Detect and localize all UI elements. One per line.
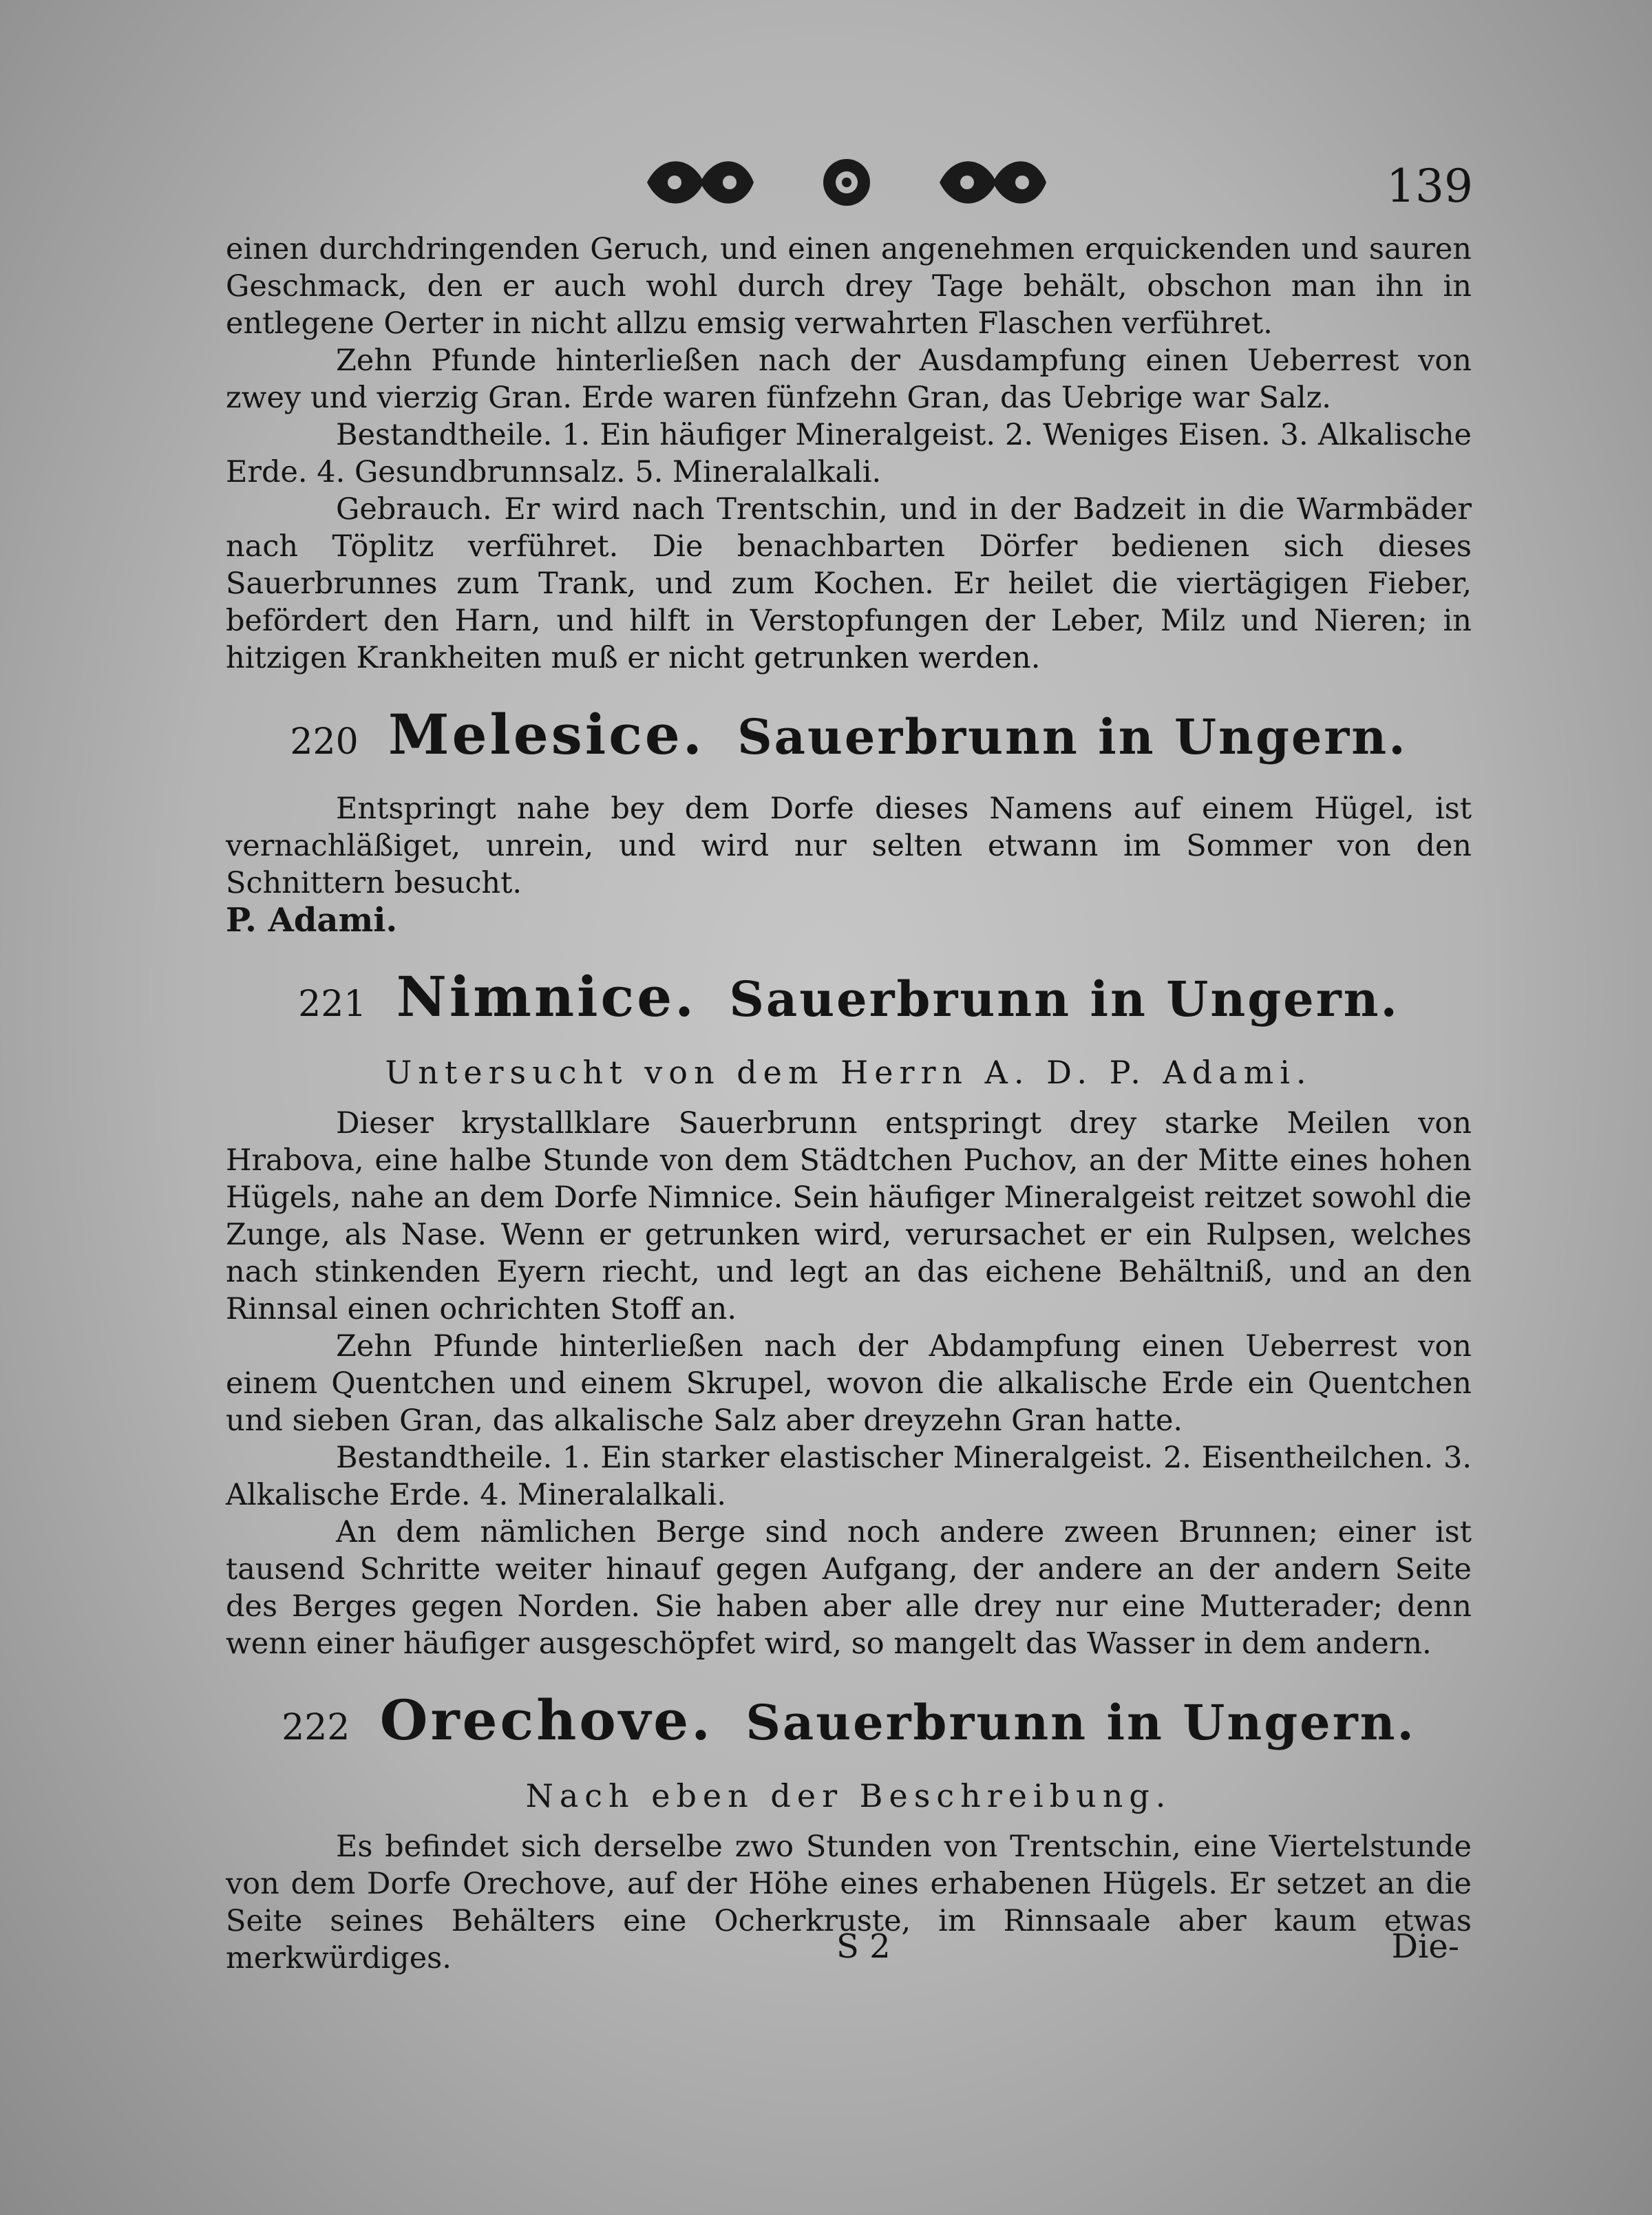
paragraph: Bestandtheile. 1. Ein häufiger Mineralgeist. 2. Weniges Eisen. 3. Alkalische Erde. 4. Gesundbrunnsalz. 5. Mineralalkali.: [226, 418, 1472, 489]
entry-author: P. Adami.: [226, 901, 398, 940]
entry-title: Sauerbrunn in Ungern.: [737, 708, 1408, 765]
paragraph: An dem nämlichen Berge sind noch andere zween Brunnen; einer ist tausend Schritte weiter hinauf gegen Aufgang, der andere an der andern Seite des Berges gegen Norden. Sie haben aber alle drey nur eine Mutterader; denn wenn einer häufiger ausgeschöpfet wird, so mangelt das Wasser in dem andern.: [226, 1515, 1472, 1661]
page-number: 139: [1386, 160, 1473, 213]
signature-mark: S 2: [836, 1927, 891, 1966]
paragraph: Gebrauch. Er wird nach Trentschin, und in der Badzeit in die Warmbäder nach Töplitz verführet. Die benachbarten Dörfer bedienen sich dieses Sauerbrunnes zum Trank, und zum Kochen. Er heilet die viertägigen Fieber, befördert den Harn, und hilft in Verstopfungen der Leber, Milz und Nieren; in hitzigen Krankheiten muß er nicht getrunken werden.: [226, 492, 1472, 675]
paragraph: einen durchdringenden Geruch, und einen angenehmen erquickenden und sauren Geschmack, den er auch wohl durch drey Tage behält, obschon man ihn in entlegene Oerter in nicht allzu emsig verwahrten Flaschen verführet.: [226, 232, 1472, 341]
paragraph: Zehn Pfunde hinterließen nach der Abdampfung einen Ueberrest von einem Quentchen und einem Skrupel, wovon die alkalische Erde ein Quentchen und sieben Gran, das alkalische Salz aber dreyzehn Gran hatte.: [226, 1329, 1472, 1438]
entry-place: Melesice.: [388, 702, 705, 767]
paragraph: Zehn Pfunde hinterließen nach der Ausdampfung einen Ueberrest von zwey und vierzig Gran. Erde waren fünfzehn Gran, das Uebrige war Salz.: [226, 343, 1472, 415]
entry-number: 221: [298, 984, 367, 1025]
entry-title: Sauerbrunn in Ungern.: [729, 971, 1399, 1028]
entry-subtitle: Nach eben der Beschreibung.: [525, 1777, 1172, 1814]
entry-subtitle: Untersucht von dem Herrn A. D. P. Adami.: [385, 1054, 1313, 1091]
entry-place: Orechove.: [379, 1688, 713, 1752]
entry-number: 222: [282, 1707, 350, 1748]
paragraph: Es befindet sich derselbe zwo Stunden von Trentschin, eine Viertelstunde von dem Dorfe Orechove, auf der Höhe eines erhabenen Hügels. Er setzet an die Seite seines Behälters eine Ocherkruste, im Rinnsaale aber kaum etwas merkwürdiges.: [226, 1830, 1472, 1975]
entry-heading: [226, 966, 1472, 1035]
paragraph: Entspringt nahe bey dem Dorfe dieses Namens auf einem Hügel, ist vernachläßiget, unrein, und wird nur selten etwann im Sommer von den Schnittern besucht.: [226, 792, 1472, 900]
ornament-icon: [633, 148, 1060, 217]
entry-title: Sauerbrunn in Ungern.: [745, 1694, 1416, 1751]
entry-heading: [226, 704, 1472, 772]
page-content: [226, 231, 1472, 1977]
catchword: Die-: [1391, 1927, 1459, 1966]
entry-number: 220: [290, 721, 359, 763]
paragraph: Bestandtheile. 1. Ein starker elastischer Mineralgeist. 2. Eisentheilchen. 3. Alkalische Erde. 4. Mineralalkali.: [226, 1441, 1472, 1512]
entry-place: Nimnice.: [396, 964, 697, 1029]
paragraph: Dieser krystallklare Sauerbrunn entspringt drey starke Meilen von Hrabova, eine halbe Stunde von dem Städtchen Puchov, an der Mitte eines hohen Hügels, nahe an dem Dorfe Nimnice. Sein häufiger Mineralgeist reitzet sowohl die Zunge, als Nase. Wenn er getrunken wird, verursachet er ein Rulpsen, welches nach stinkenden Eyern riecht, und legt an das eichene Behältniß, und an den Rinnsal einen ochrichten Stoff an.: [226, 1106, 1472, 1326]
entry-heading: [226, 1690, 1472, 1758]
